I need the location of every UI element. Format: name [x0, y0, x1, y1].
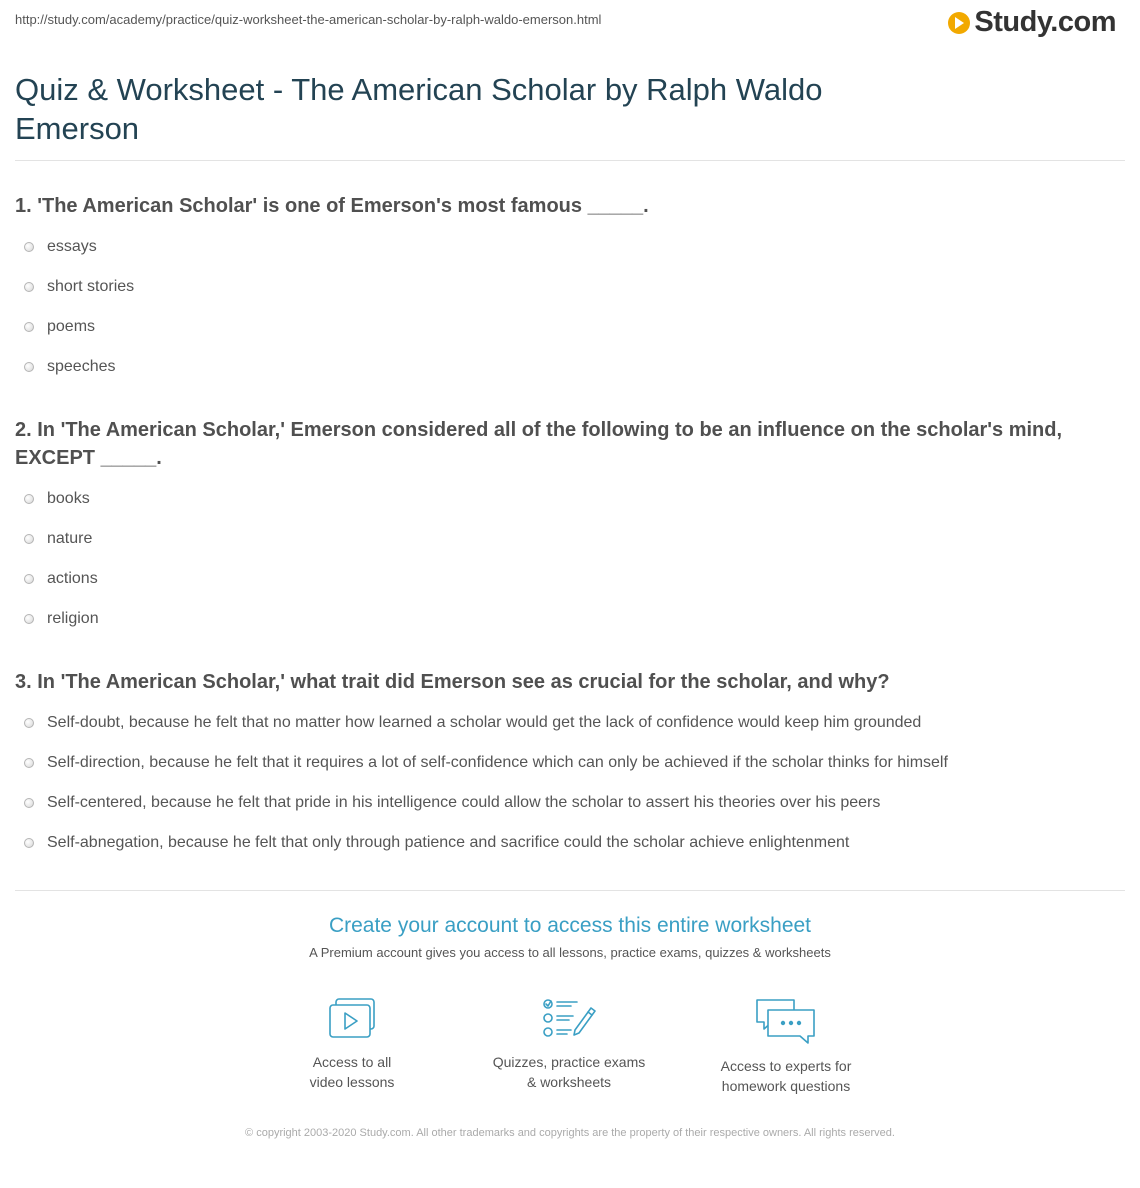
divider [15, 160, 1125, 161]
page-url: http://study.com/academy/practice/quiz-worksheet-the-american-scholar-by-ralph-waldo-emerson.html [15, 12, 602, 27]
option-label: Self-doubt, because he felt that no matter how learned a scholar would get the lack of confidence would keep him grounded [47, 714, 922, 731]
radio-button[interactable] [24, 534, 34, 544]
option-label: speeches [47, 358, 116, 375]
option-label: Self-centered, because he felt that pride in his intelligence could allow the scholar to assert his theories over his peers [47, 794, 881, 811]
answer-option[interactable] [24, 235, 97, 259]
radio-button[interactable] [24, 614, 34, 624]
play-icon [948, 12, 970, 34]
answer-option[interactable] [24, 791, 880, 815]
chat-bubbles-icon [754, 996, 818, 1046]
cta-subtitle: A Premium account gives you access to all lessons, practice exams, quizzes & worksheets [309, 945, 831, 960]
option-label: essays [47, 238, 97, 255]
radio-button[interactable] [24, 322, 34, 332]
answer-option[interactable] [24, 315, 95, 339]
option-label: short stories [47, 278, 135, 295]
option-label: poems [47, 318, 96, 335]
answer-option[interactable] [24, 831, 849, 855]
radio-button[interactable] [24, 838, 34, 848]
radio-button[interactable] [24, 282, 34, 292]
answer-option[interactable] [24, 355, 116, 379]
study-logo[interactable] [948, 6, 1116, 39]
copyright-footer: © copyright 2003-2020 Study.com. All other trademarks and copyrights are the property of their respective owners. All rights reserved. [245, 1127, 895, 1139]
option-label: actions [47, 570, 98, 587]
page-title: Quiz & Worksheet - The American Scholar by Ralph Waldo Emerson [15, 72, 823, 146]
option-label: books [47, 490, 90, 507]
radio-button[interactable] [24, 718, 34, 728]
option-label: Self-direction, because he felt that it requires a lot of self-confidence which can only be achieved if the scholar thinks for himself [47, 754, 948, 771]
answer-option[interactable] [24, 711, 921, 735]
answer-option[interactable] [24, 527, 92, 551]
radio-button[interactable] [24, 362, 34, 372]
feature-video-lessons [262, 996, 442, 1092]
video-lessons-icon [326, 996, 378, 1042]
quiz-checklist-icon [541, 996, 597, 1042]
divider [15, 890, 1125, 891]
feature-label: Access to experts for homework questions [720, 1058, 852, 1094]
option-label: nature [47, 530, 93, 547]
answer-option[interactable] [24, 751, 948, 775]
radio-button[interactable] [24, 758, 34, 768]
radio-button[interactable] [24, 242, 34, 252]
feature-label: Access to all video lessons [309, 1054, 395, 1090]
answer-option[interactable] [24, 275, 134, 299]
option-label: Self-abnegation, because he felt that only through patience and sacrifice could the scholar achieve enlightenment [47, 834, 850, 851]
answer-option[interactable] [24, 567, 98, 591]
question-3: 3. In 'The American Scholar,' what trait did Emerson see as crucial for the scholar, and why? [15, 671, 890, 693]
radio-button[interactable] [24, 798, 34, 808]
feature-quizzes [479, 996, 659, 1092]
feature-experts [696, 996, 876, 1096]
create-account-link[interactable]: Create your account to access this entire worksheet [328, 914, 812, 937]
feature-label: Quizzes, practice exams & worksheets [492, 1054, 646, 1090]
logo-text: Study.com [974, 6, 1116, 38]
answer-option[interactable] [24, 607, 99, 631]
option-label: religion [47, 610, 99, 627]
answer-option[interactable] [24, 487, 90, 511]
radio-button[interactable] [24, 574, 34, 584]
radio-button[interactable] [24, 494, 34, 504]
question-2: 2. In 'The American Scholar,' Emerson considered all of the following to be an influence on the scholar's mind, EXCEPT _____. [15, 419, 1063, 469]
question-1: 1. 'The American Scholar' is one of Emerson's most famous _____. [15, 195, 649, 217]
